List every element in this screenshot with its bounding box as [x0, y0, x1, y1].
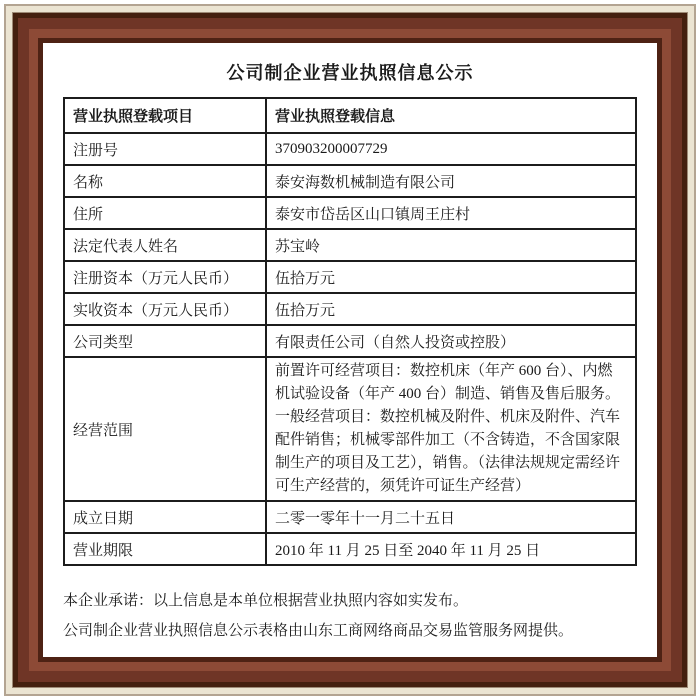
- table-row-business-term: [64, 533, 636, 565]
- row-label: 成立日期: [64, 501, 266, 533]
- row-label: 注册号: [64, 133, 266, 165]
- table-row-address: [64, 197, 636, 229]
- table-row-business-scope: [64, 357, 636, 501]
- frame-mat: [6, 6, 694, 694]
- row-label: 住所: [64, 197, 266, 229]
- row-value: 二零一零年十一月二十五日: [266, 501, 636, 533]
- row-value: 前置许可经营项目：数控机床（年产 600 台）、内燃机试验设备（年产 400 台）制造、销售及售后服务。一般经营项目：数控机械及附件、机床及附件、汽车配件销售；机械零部件加工（不含铸造，不含国家限制生产的项目及工艺），销售。（法律法规规定需经许可生产经营的，须凭许可证生产经营）: [266, 357, 636, 501]
- column-header-info: 营业执照登载信息: [266, 98, 636, 133]
- table-row-establishment-date: [64, 501, 636, 533]
- footer-provider-line: 公司制企业营业执照信息公示表格由山东工商网络商品交易监管服务网提供。: [63, 623, 574, 639]
- row-label: 注册资本（万元人民币）: [64, 261, 266, 293]
- table-row-registration-number: [64, 133, 636, 165]
- page-title: 公司制企业营业执照信息公示: [226, 63, 474, 83]
- table-row-company-name: [64, 165, 636, 197]
- row-value: 泰安海数机械制造有限公司: [266, 165, 636, 197]
- column-header-item: 营业执照登载项目: [64, 98, 266, 133]
- row-value: 伍拾万元: [266, 261, 636, 293]
- license-table: [63, 97, 637, 566]
- frame-wood-main: [18, 18, 682, 682]
- row-value: 伍拾万元: [266, 293, 636, 325]
- frame-wood-outer: [13, 13, 687, 687]
- row-value: 370903200007729: [266, 133, 636, 165]
- table-row-company-type: [64, 325, 636, 357]
- frame-wood-inner: [38, 38, 662, 662]
- row-label: 名称: [64, 165, 266, 197]
- row-label: 营业期限: [64, 533, 266, 565]
- frame-outer-line: [4, 4, 696, 696]
- row-label: 法定代表人姓名: [64, 229, 266, 261]
- footer-notes: [63, 586, 637, 646]
- table-row-registered-capital: [64, 261, 636, 293]
- row-label: 实收资本（万元人民币）: [64, 293, 266, 325]
- license-document: [43, 43, 657, 657]
- footer-promise-line: 本企业承诺：以上信息是本单位根据营业执照内容如实发布。: [63, 593, 469, 609]
- row-value: 苏宝岭: [266, 229, 636, 261]
- frame-mat-line: [12, 12, 688, 688]
- table-header-row: [64, 98, 636, 133]
- row-value: 泰安市岱岳区山口镇周王庄村: [266, 197, 636, 229]
- table-row-legal-representative: [64, 229, 636, 261]
- table-row-paid-in-capital: [64, 293, 636, 325]
- row-label: 经营范围: [64, 357, 266, 501]
- row-value: 有限责任公司（自然人投资或控股）: [266, 325, 636, 357]
- row-value: 2010 年 11 月 25 日至 2040 年 11 月 25 日: [266, 533, 636, 565]
- row-label: 公司类型: [64, 325, 266, 357]
- frame-wood-ridge: [29, 29, 671, 671]
